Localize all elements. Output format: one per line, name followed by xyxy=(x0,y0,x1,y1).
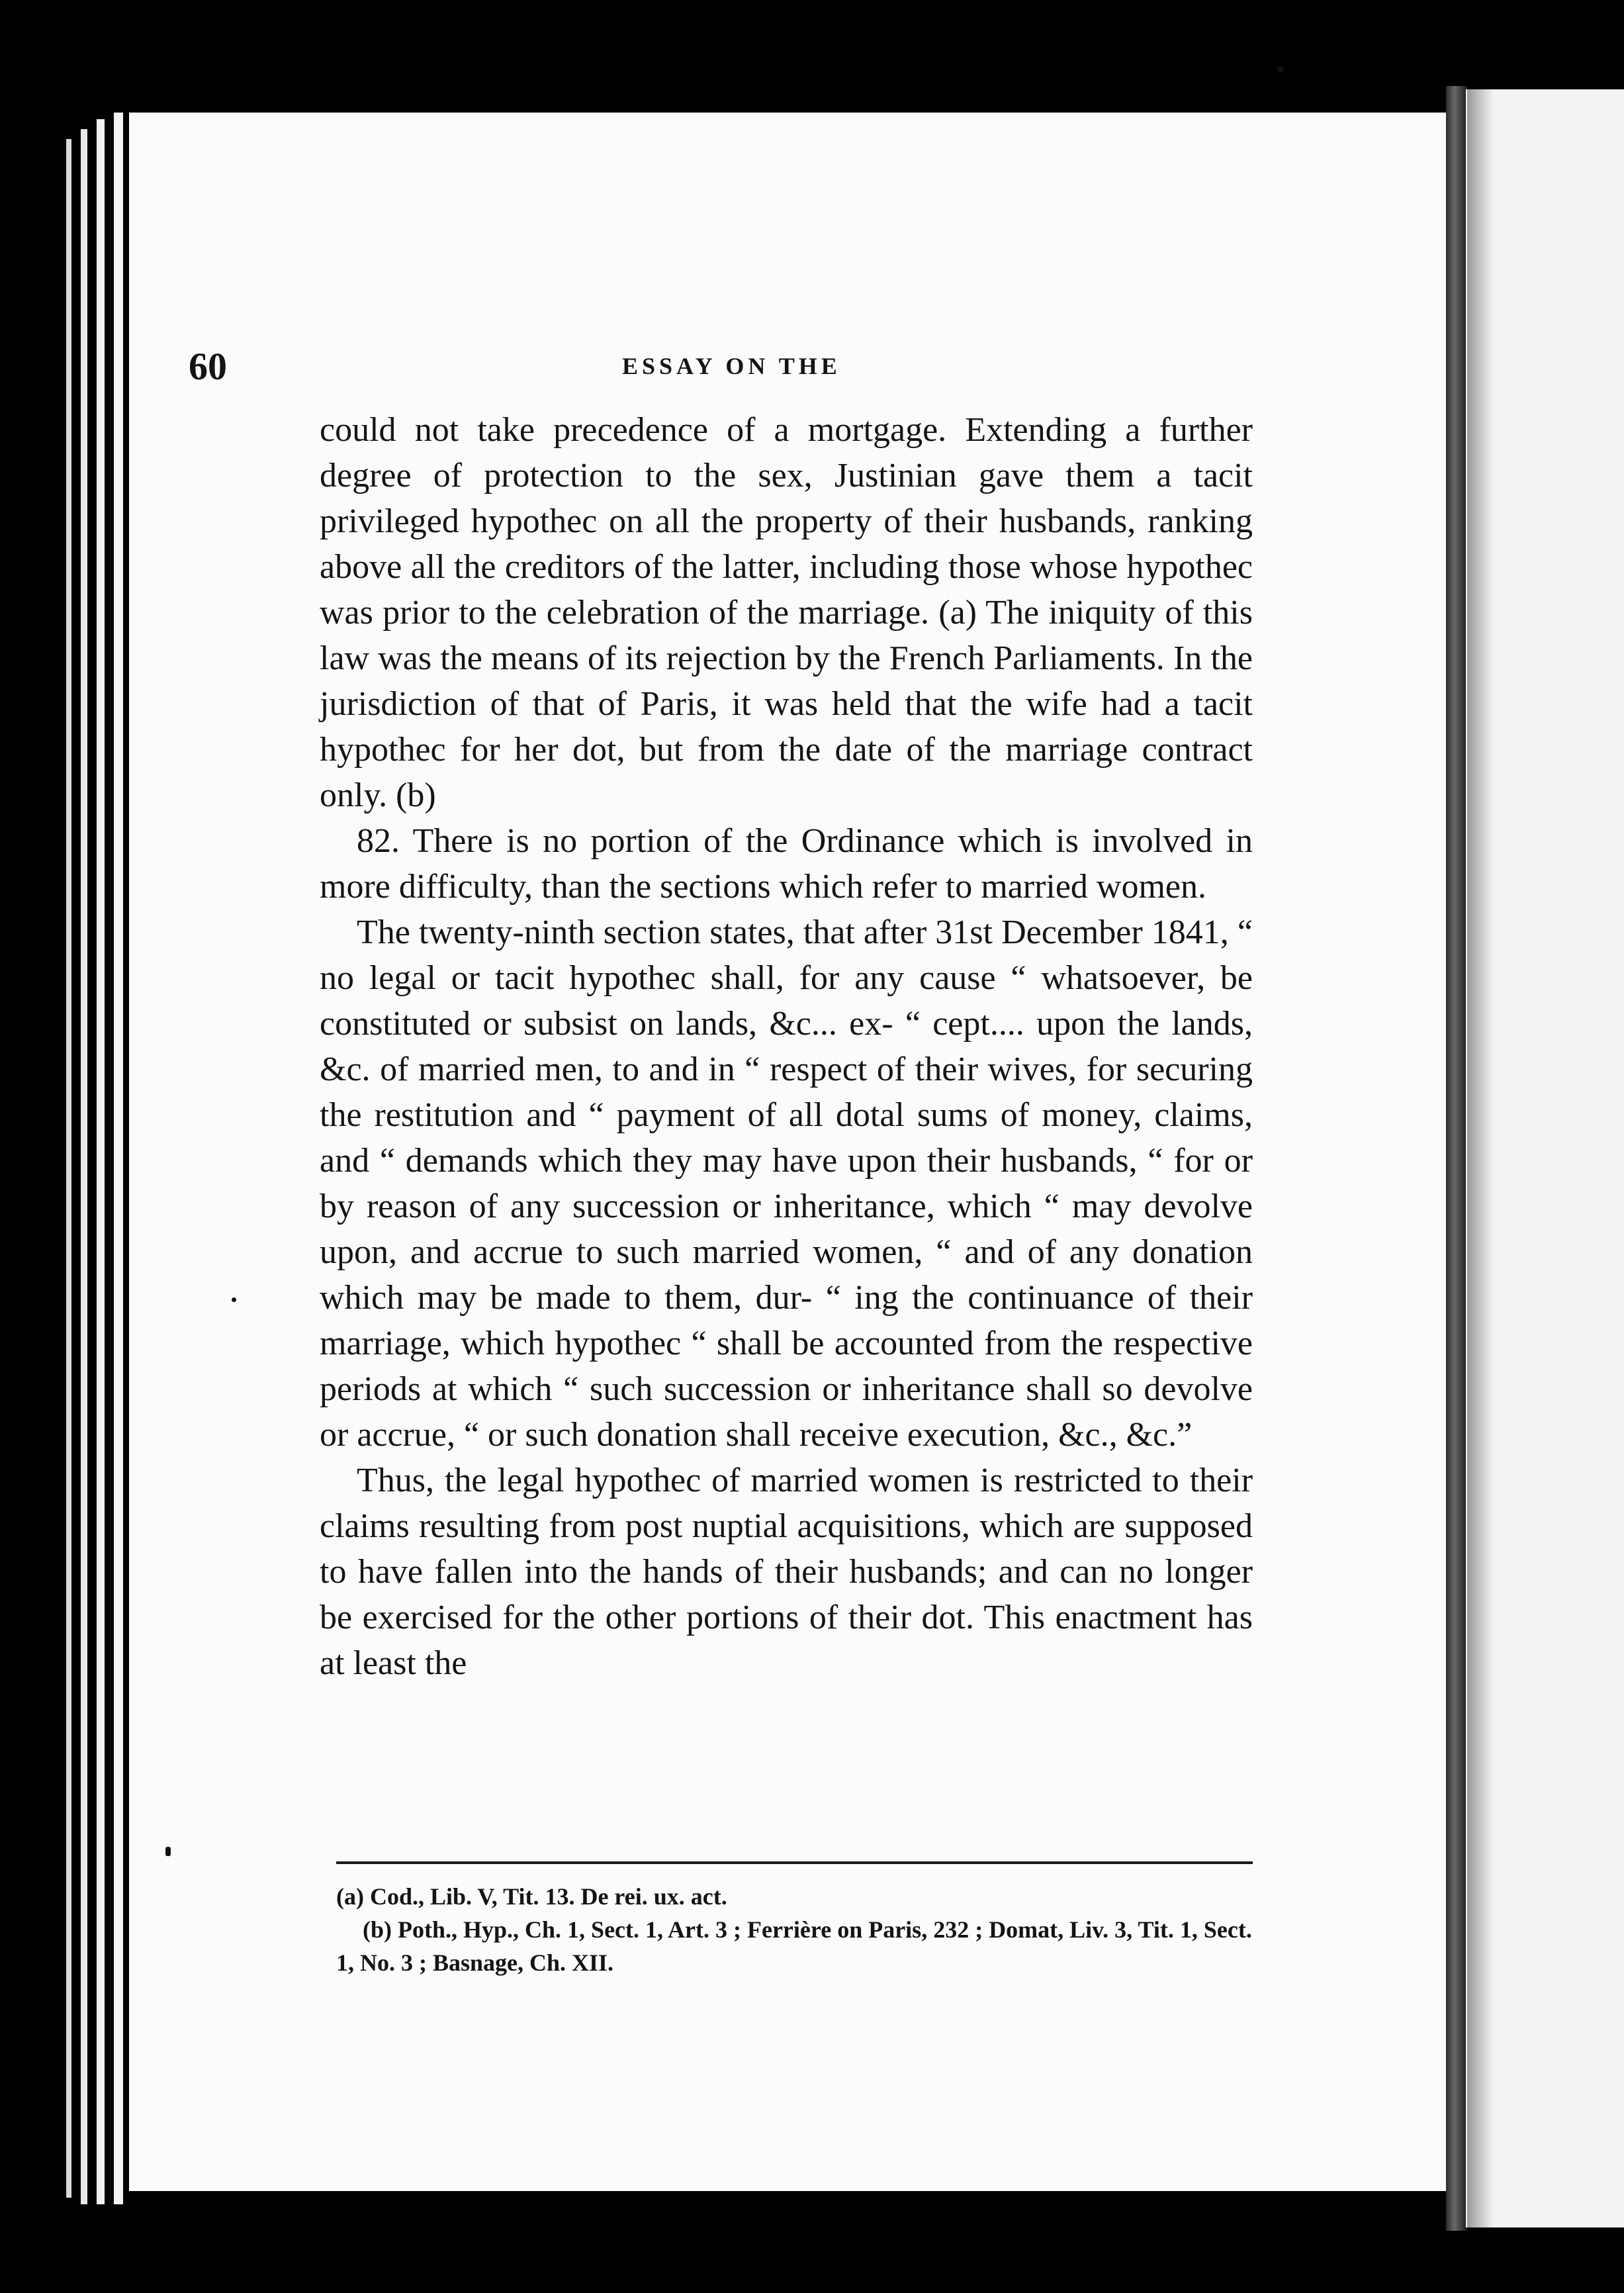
paragraph: The twenty-ninth section states, that after 31st December 1841, “ no legal or tacit hypothec shall, for any cause “ whatsoever, be constituted or subsist on lands, &c... ex- “ cept.... upon the lands, &c. of married men, to and in “ respect of their wives, for securing the restitution and “ payment of all dotal sums of money, claims, and “ demands which they may have upon their husbands, “ for or by reason of any succession or inheritance, which “ may devolve upon, and accrue to such married women, “ and of any donation which may be made to them, dur- “ ing the continuance of their marriage, which hypothec “ shall be accounted from the respective periods at which “ such succession or inheritance shall so devolve or accrue, “ or such donation shall receive execution, &c., &c.” xyxy=(320,913,1253,1454)
book-gutter xyxy=(1446,86,1467,2231)
page-edge xyxy=(97,119,105,2204)
page-header xyxy=(189,344,1247,397)
facing-page-shadow xyxy=(1467,89,1494,2227)
page-number: 60 xyxy=(189,345,227,388)
footnote-rule xyxy=(336,1861,1253,1864)
scan-speck xyxy=(165,1847,171,1856)
paragraph: 82. There is no portion of the Ordinance which is involved in more difficulty, than the sections which refer to married women. xyxy=(320,822,1253,906)
page-edge xyxy=(114,113,123,2204)
footnotes xyxy=(336,1880,1263,1979)
scan-speck xyxy=(1277,66,1284,73)
footnote: (a) Cod., Lib. V, Tit. 13. De rei. ux. act. xyxy=(336,1883,727,1910)
footnote: (b) Poth., Hyp., Ch. 1, Sect. 1, Art. 3 ; Ferrière on Paris, 232 ; Domat, Liv. 3, Tit. 1, Sect. 1, No. 3 ; Basnage, Ch. XII. xyxy=(336,1916,1252,1976)
page-edge xyxy=(81,129,87,2204)
paragraph: Thus, the legal hypothec of married women is restricted to their claims resulting from post nuptial acquisitions, which are supposed to have fallen into the hands of their husbands; and can no longer be exercised for the other portions of their dot. This enactment has at least the xyxy=(320,1462,1253,1682)
page-edge xyxy=(66,139,71,2198)
paragraph: could not take precedence of a mortgage. Extending a further degree of protection to the sex, Justinian gave them a tacit privileged hypothec on all the property of their husbands, ranking above all the creditors of the latter, including those whose hypothec was prior to the celebration of the marriage. (a) The iniquity of this law was the means of its rejection by the French Parliaments. In the jurisdiction of that of Paris, it was held that the wife had a tacit hypothec for her dot, but from the date of the marriage contract only. (b) xyxy=(320,411,1253,814)
scan-speck xyxy=(232,1297,236,1302)
running-head: ESSAY ON THE xyxy=(622,353,841,379)
body-text xyxy=(320,407,1253,1686)
